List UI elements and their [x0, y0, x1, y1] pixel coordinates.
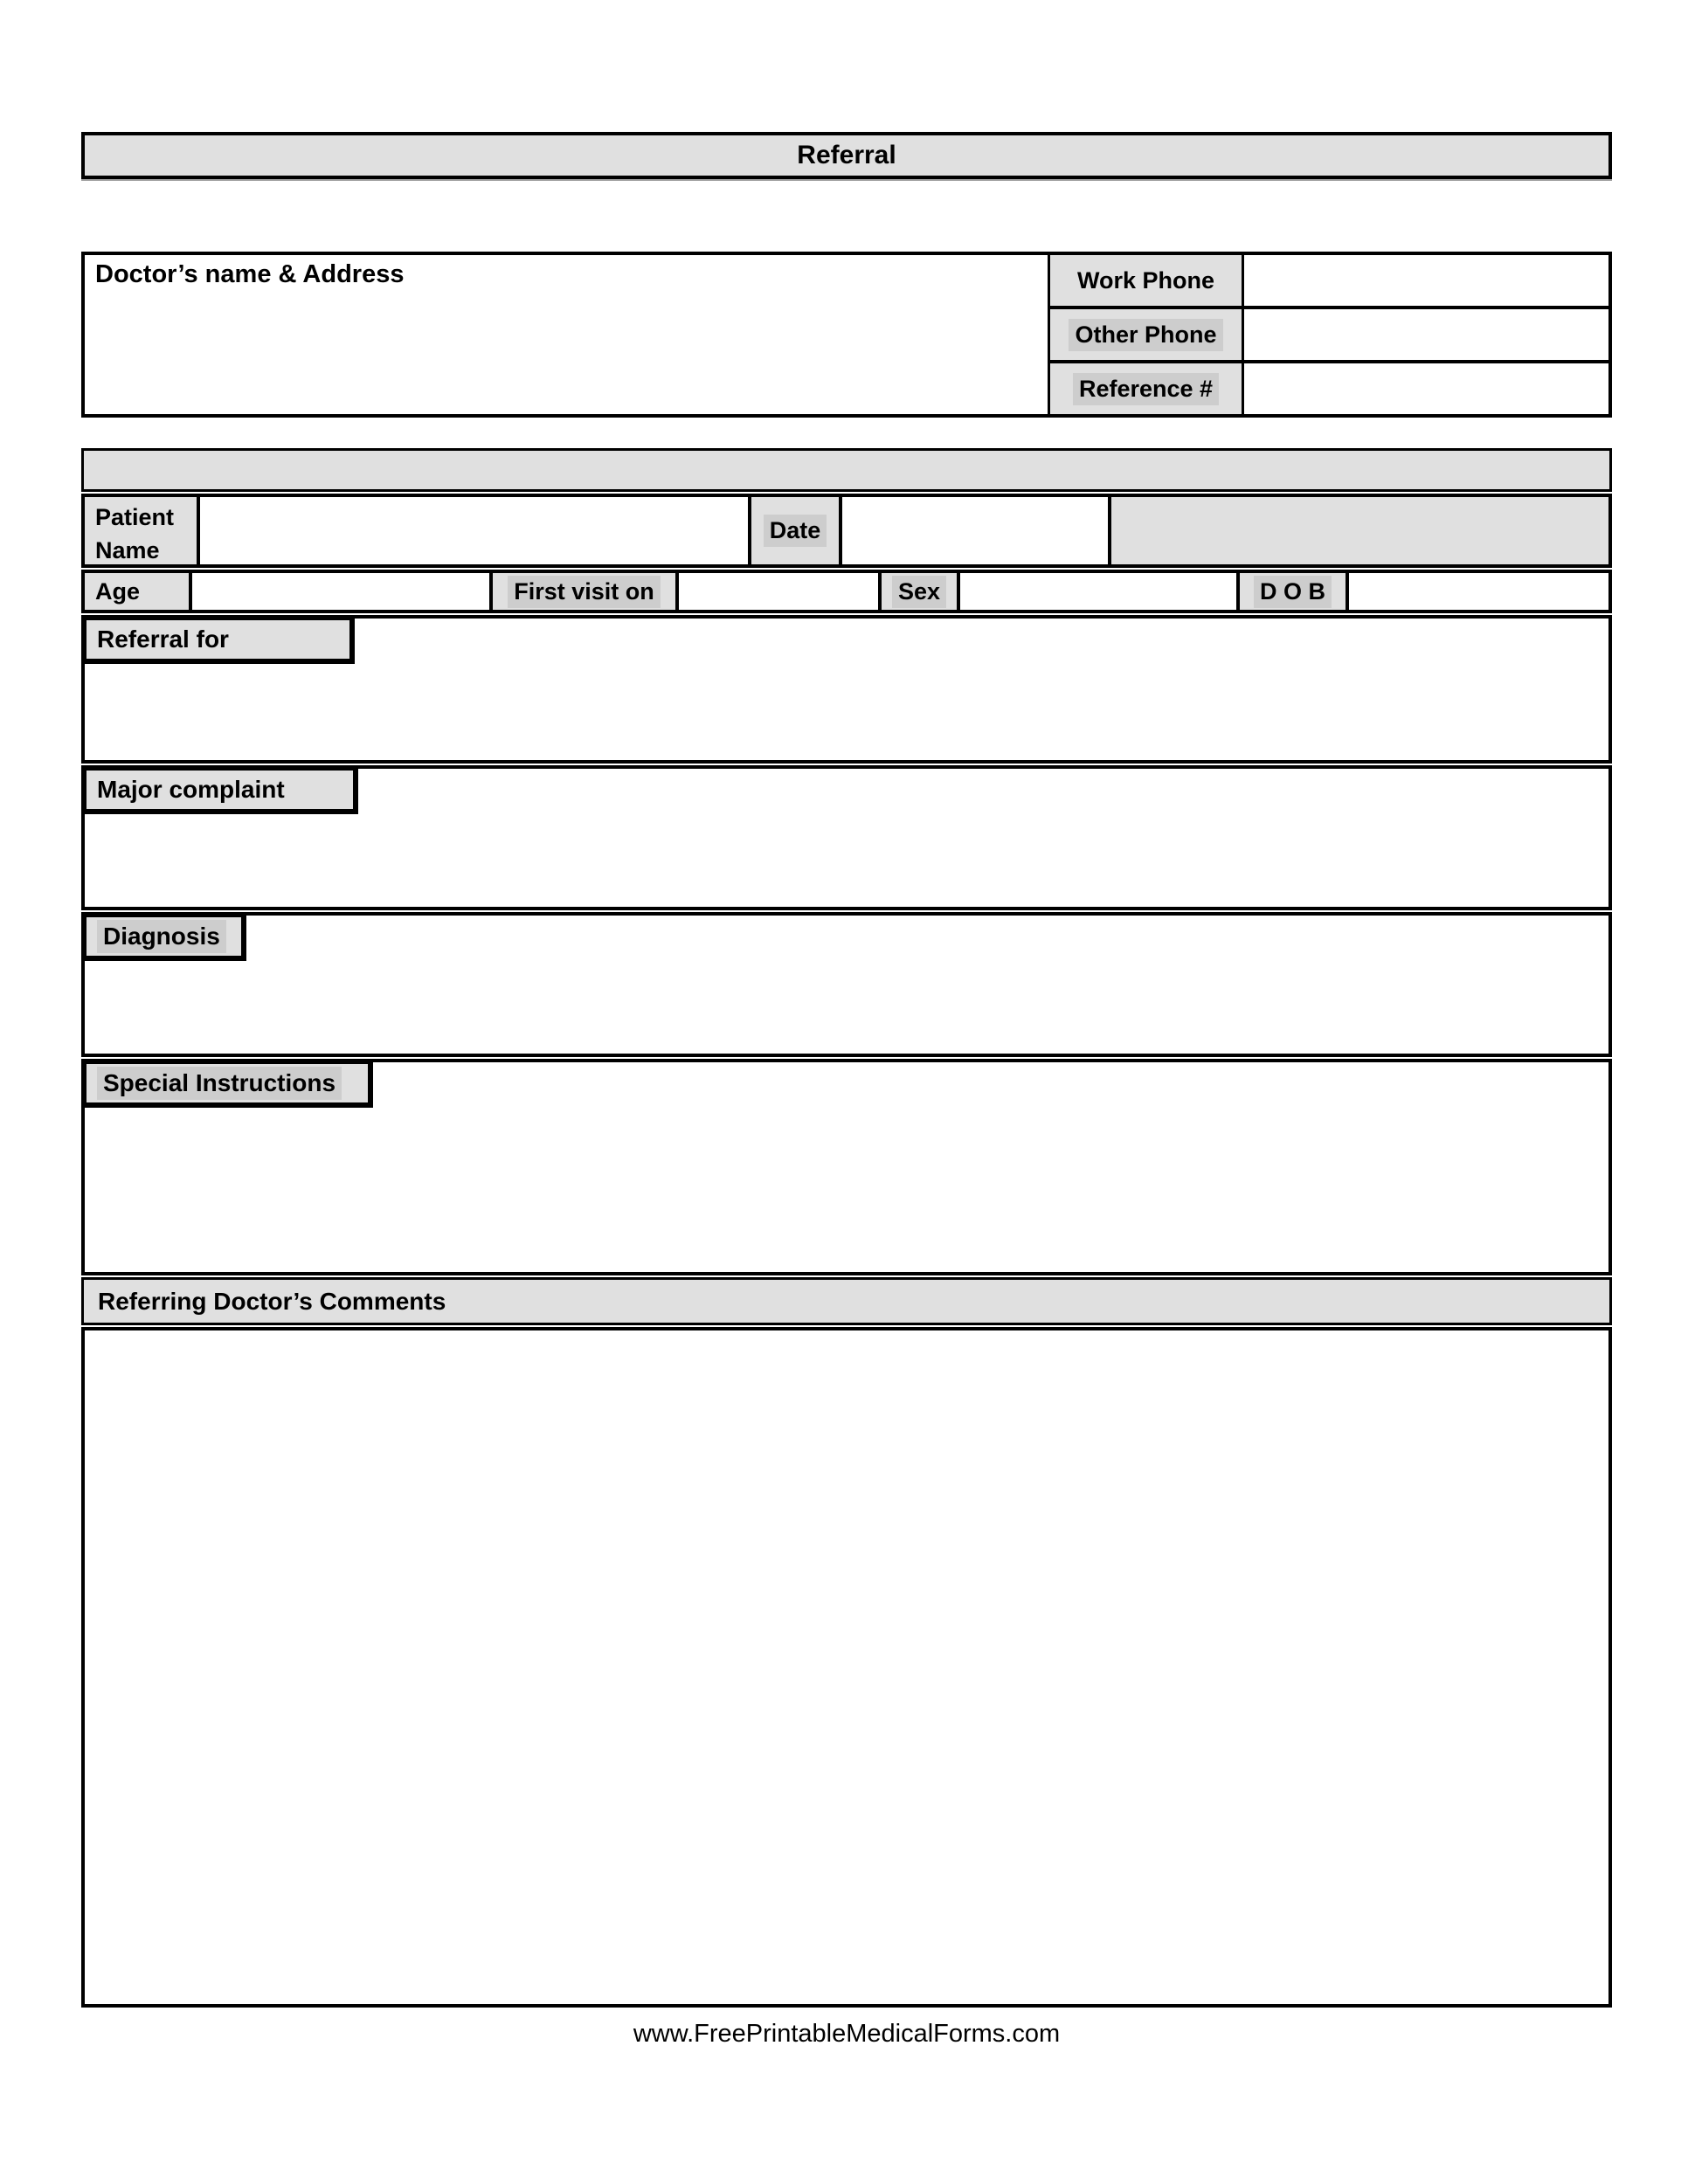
referral-for-label — [84, 618, 355, 664]
referring-doctor-comments-input-area[interactable] — [81, 1327, 1612, 2008]
major-complaint-input-area[interactable] — [85, 814, 1608, 907]
patient-name-label — [85, 497, 200, 564]
work-phone-label — [1050, 255, 1244, 306]
date-input-area[interactable] — [842, 497, 1111, 564]
referral-for-input-area[interactable] — [85, 664, 1608, 760]
patient-section-header-bar — [81, 448, 1612, 492]
referring-doctor-comments-header — [81, 1277, 1612, 1325]
referring-doctor-comments-label-text: Referring Doctor’s Comments — [98, 1287, 446, 1315]
other-phone-row — [1050, 306, 1608, 360]
special-instructions-section — [81, 1059, 1612, 1275]
date-label-text: Date — [764, 515, 827, 547]
diagnosis-label — [84, 915, 246, 961]
sex-input-area[interactable] — [960, 573, 1240, 610]
doctor-section — [81, 252, 1612, 418]
reference-number-label-text: Reference # — [1073, 373, 1219, 405]
form-title: Referral — [797, 141, 896, 169]
dob-label — [1240, 573, 1349, 610]
major-complaint-label — [84, 768, 358, 814]
major-complaint-label-text: Major complaint — [97, 776, 285, 803]
footer — [81, 2020, 1612, 2049]
form-title-bar — [81, 132, 1612, 179]
dob-label-text: D O B — [1254, 576, 1332, 608]
patient-name-label-text: Patient Name — [95, 504, 175, 563]
doctor-contact-table — [1048, 255, 1608, 414]
work-phone-input-area[interactable] — [1244, 255, 1608, 306]
diagnosis-section — [81, 912, 1612, 1057]
referral-for-section — [81, 615, 1612, 764]
age-label — [85, 573, 192, 610]
first-visit-input-area[interactable] — [679, 573, 882, 610]
patient-name-input-area[interactable] — [200, 497, 751, 564]
other-phone-label-text: Other Phone — [1069, 319, 1222, 351]
diagnosis-input-area[interactable] — [85, 961, 1608, 1054]
sex-label — [882, 573, 960, 610]
major-complaint-section — [81, 765, 1612, 910]
dob-input-area[interactable] — [1349, 573, 1608, 610]
diagnosis-label-text: Diagnosis — [97, 920, 226, 953]
referral-for-label-text: Referral for — [97, 625, 229, 653]
footer-website-text: www.FreePrintableMedicalForms.com — [633, 2020, 1061, 2048]
reference-number-input-area[interactable] — [1244, 363, 1608, 414]
work-phone-row — [1050, 255, 1608, 306]
sex-label-text: Sex — [892, 576, 946, 608]
work-phone-label-text: Work Phone — [1076, 266, 1215, 294]
first-visit-label-text: First visit on — [508, 576, 661, 608]
reference-number-row — [1050, 360, 1608, 414]
age-label-text: Age — [95, 577, 141, 605]
doctor-name-address-label: Doctor’s name & Address — [95, 260, 405, 288]
other-phone-label — [1050, 309, 1244, 360]
special-instructions-label — [84, 1061, 373, 1108]
other-phone-input-area[interactable] — [1244, 309, 1608, 360]
patient-name-row — [81, 494, 1612, 568]
reference-number-label — [1050, 363, 1244, 414]
date-label — [751, 497, 842, 564]
patient-row-filler-cell — [1111, 497, 1608, 564]
first-visit-label — [493, 573, 679, 610]
special-instructions-label-text: Special Instructions — [97, 1067, 342, 1100]
age-input-area[interactable] — [192, 573, 493, 610]
doctor-name-address-input-area[interactable] — [85, 255, 1048, 414]
special-instructions-input-area[interactable] — [85, 1108, 1608, 1272]
patient-details-row — [81, 570, 1612, 613]
